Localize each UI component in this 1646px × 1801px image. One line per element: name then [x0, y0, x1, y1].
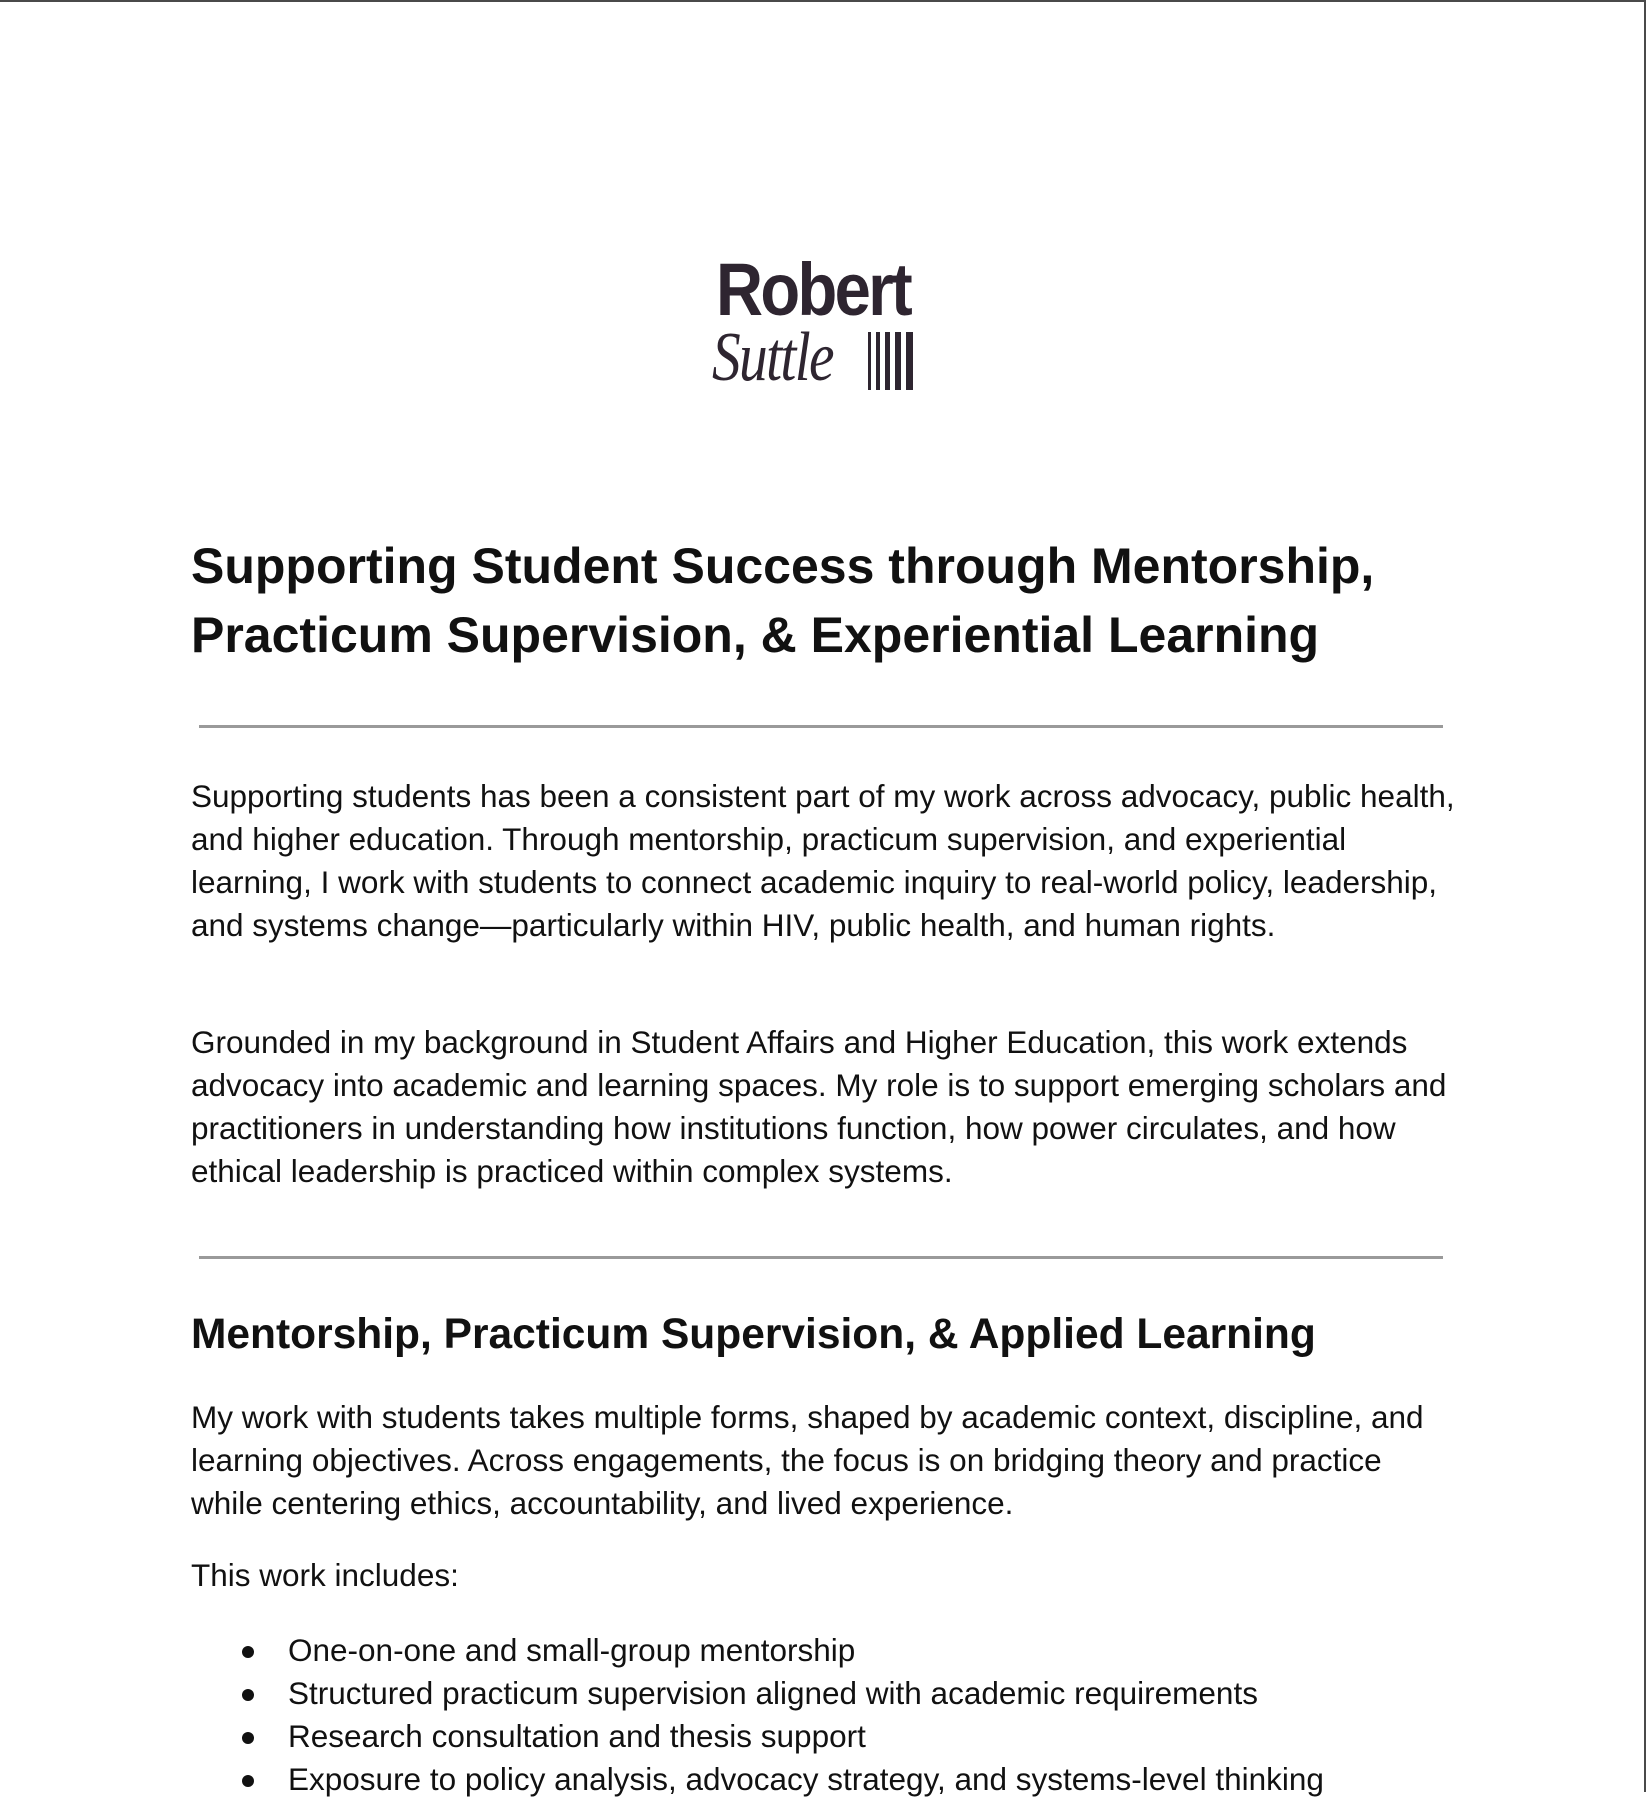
intro-paragraph-2: Grounded in my background in Student Affairs and Higher Education, this work extends advocacy into academic and learning spaces. My role is to support emerging scholars and practitioners in understanding how institutions function, how power circulates, and how ethical leadership is practiced within complex systems. [191, 1024, 1447, 1189]
robert-suttle-logo [712, 250, 932, 400]
includes-list [238, 1629, 1488, 1801]
page-top-border [0, 0, 1646, 2]
list-item-text: Exposure to policy analysis, advocacy strategy, and systems-level thinking [288, 1761, 1324, 1797]
bullet-icon [242, 1646, 254, 1658]
logo-name-last: Suttle [712, 319, 833, 396]
bullet-icon [242, 1732, 254, 1744]
bullet-icon [242, 1689, 254, 1701]
list-item-text: One-on-one and small-group mentorship [288, 1632, 856, 1668]
intro-paragraph-1: Supporting students has been a consistent part of my work across advocacy, public health, and higher education. Through mentorship, practicum supervision, and experiential learning, I work with students to connect academic inquiry to real-world policy, leadership, and systems change—particularly within HIV, public health, and human rights. [191, 778, 1455, 943]
list-item [238, 1715, 1488, 1758]
list-item [238, 1629, 1488, 1672]
includes-label: This work includes: [191, 1557, 459, 1593]
section-paragraph: My work with students takes multiple forms, shaped by academic context, discipline, and learning objectives. Across engagements, the focus is on bridging theory and practice while centering ethics, accountability, and lived experience. [191, 1399, 1424, 1521]
section-heading: Mentorship, Practicum Supervision, & Applied Learning [191, 1311, 1316, 1358]
logo-name-first: Robert [716, 248, 910, 331]
divider [199, 1256, 1443, 1259]
page-title: Supporting Student Success through Mentorship, Practicum Supervision, & Experiential Learning [191, 538, 1375, 663]
divider [199, 725, 1443, 728]
list-item-text: Research consultation and thesis support [288, 1718, 866, 1754]
list-item [238, 1758, 1488, 1801]
bullet-icon [242, 1775, 254, 1787]
logo-bars-mark [868, 332, 922, 390]
list-item-text: Structured practicum supervision aligned with academic requirements [288, 1675, 1258, 1711]
list-item [238, 1672, 1488, 1715]
